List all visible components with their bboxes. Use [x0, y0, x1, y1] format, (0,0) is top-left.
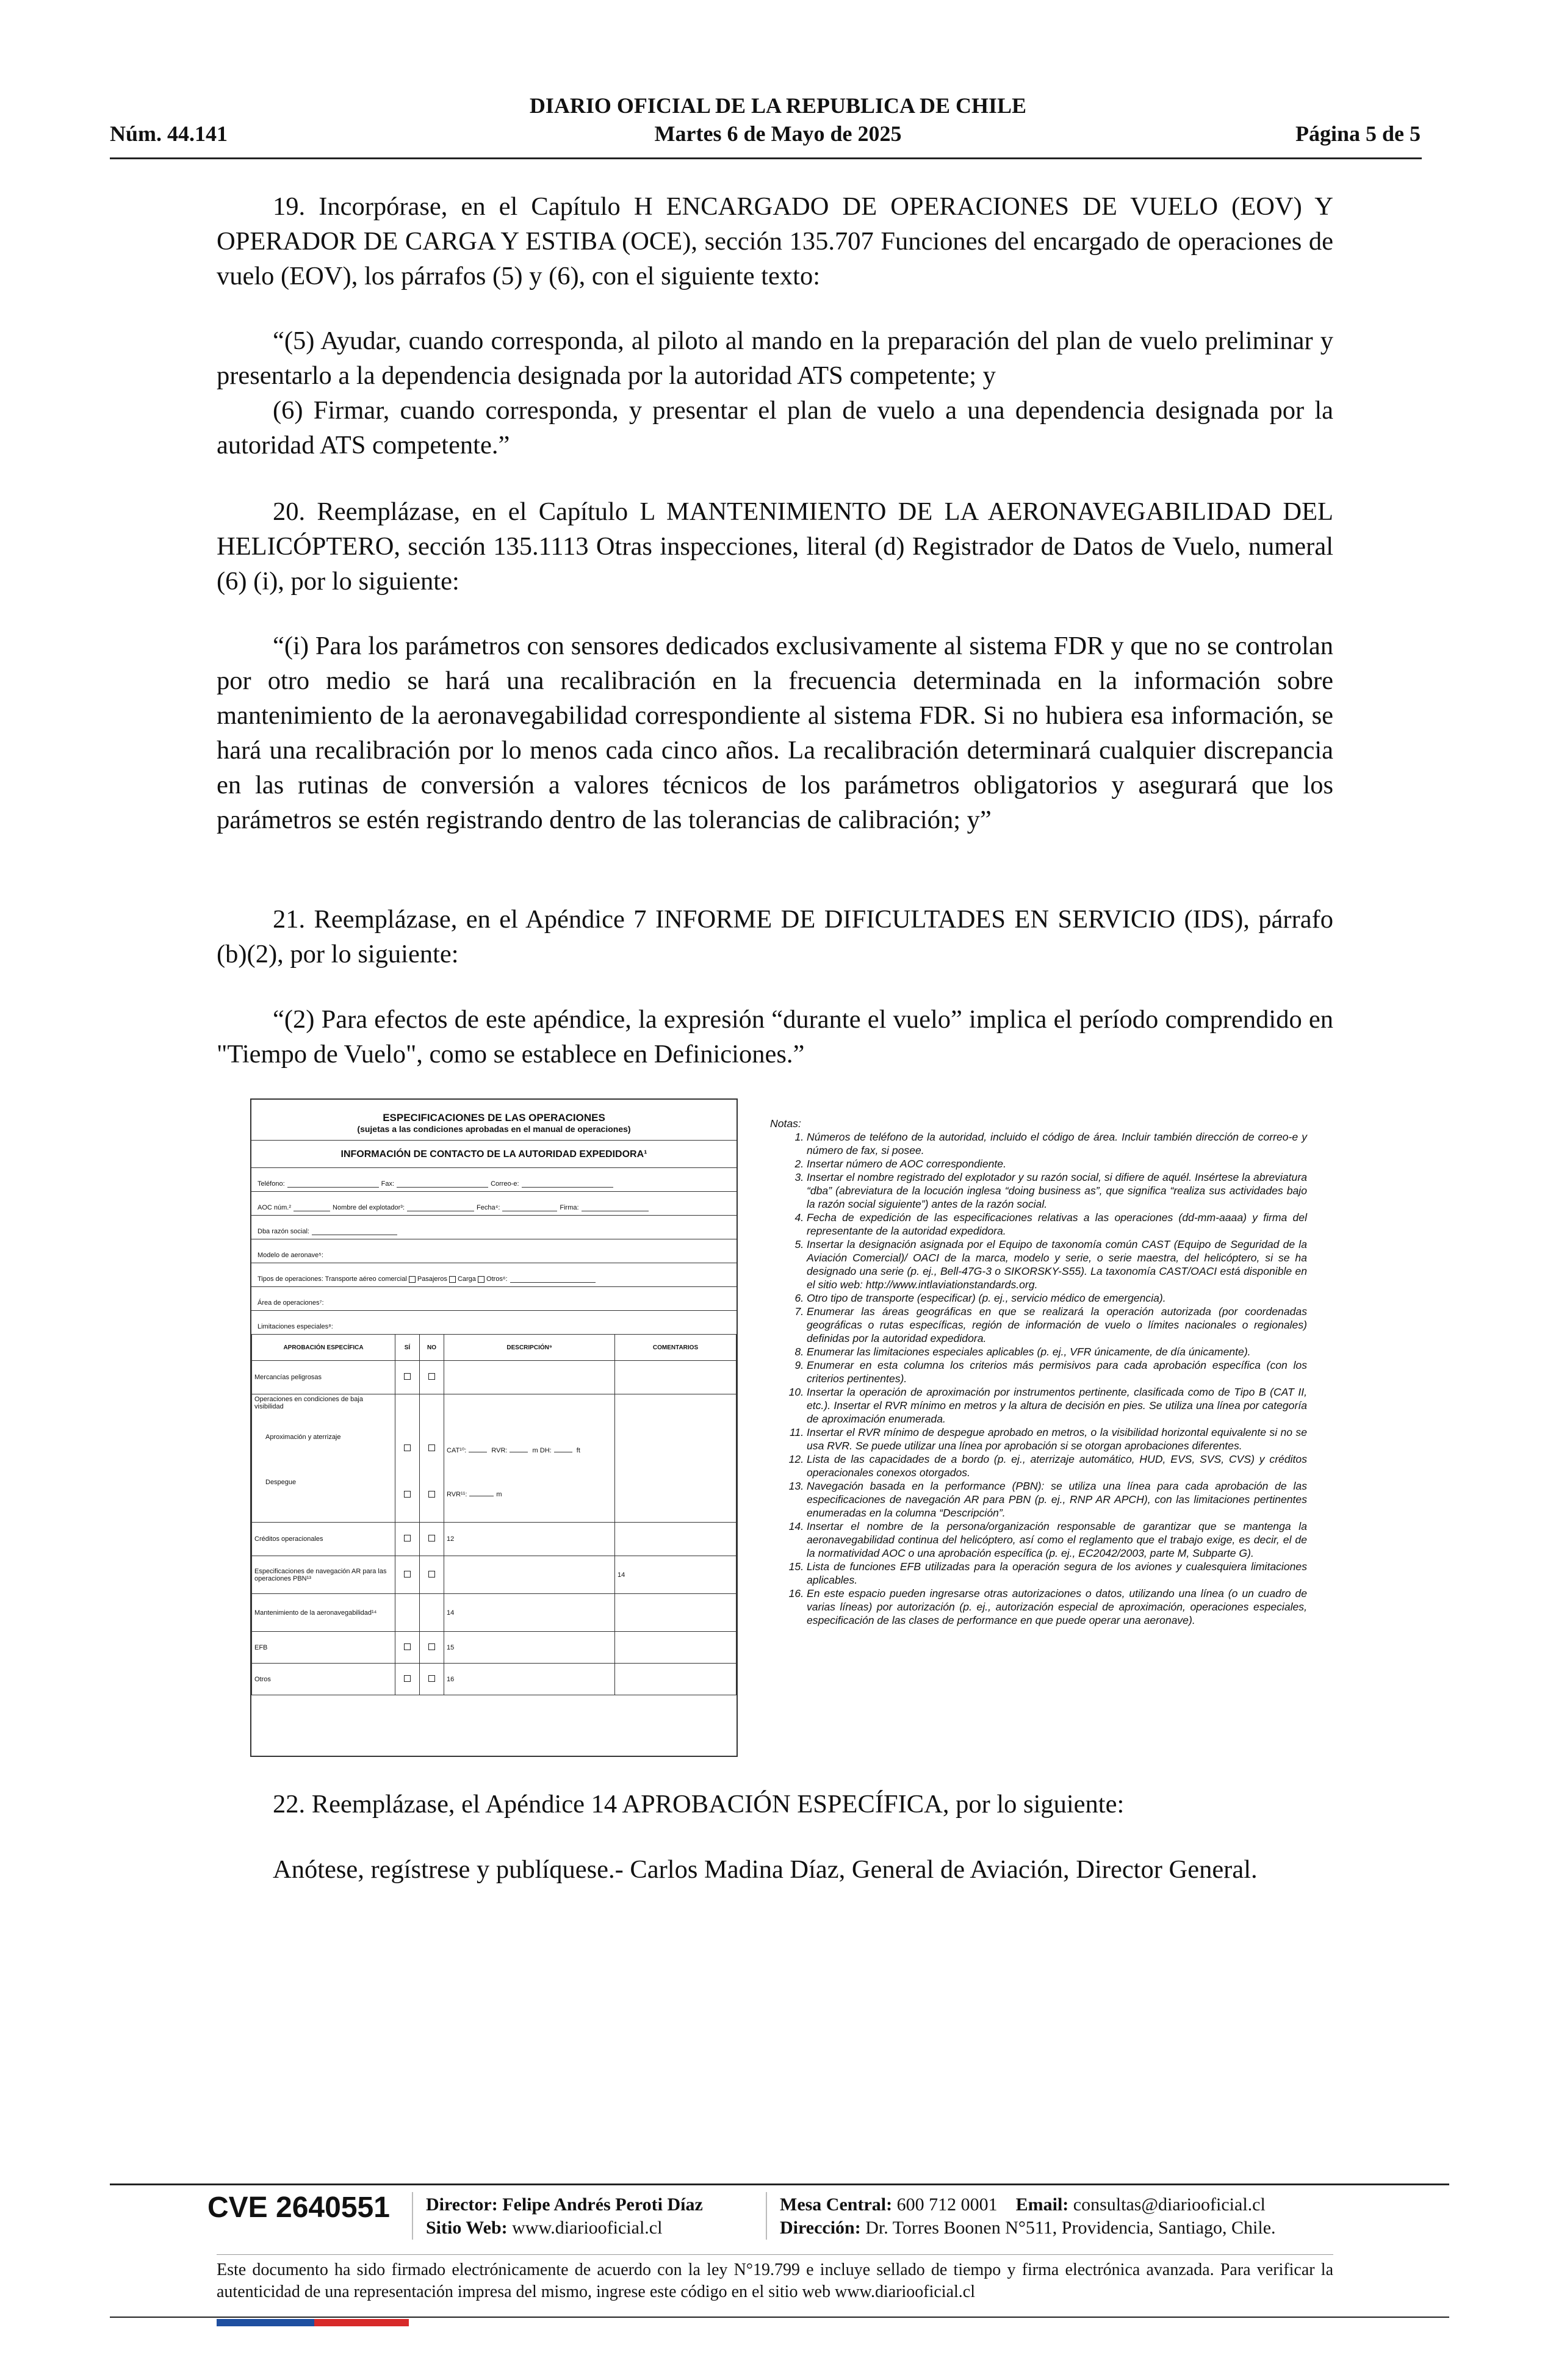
mesa-label: Mesa Central:: [780, 2194, 893, 2215]
cell-note-12: 12: [444, 1523, 615, 1556]
notes-heading: Notas:: [770, 1117, 801, 1130]
label-carga: Carga: [457, 1275, 476, 1283]
label-nombre-explotador: Nombre del explotador³:: [333, 1204, 405, 1211]
flag-stripe-blue: [217, 2319, 314, 2326]
note-item: 9. Enumerar en esta columna los criterios más permisivos para cada aprobación específica (con los criterios pertinentes).: [807, 1358, 1307, 1385]
checkbox-icon: [428, 1491, 435, 1498]
paragraph-20: 20. Reemplázase, en el Capítulo L MANTENIMIENTO DE LA AERONAVEGABILIDAD DEL HELICÓPTERO, sección 135.1113 Otras inspecciones, literal (d) Registrador de Datos de Vuelo, numeral (6) (i), por lo siguiente:: [217, 497, 1333, 596]
table-row: [252, 1594, 737, 1632]
label-modelo: Modelo de aeronave⁵:: [258, 1252, 323, 1259]
cell-note-16: 16: [444, 1664, 615, 1695]
table-header-row: [252, 1335, 737, 1361]
table-row: [252, 1361, 737, 1394]
table-row: [252, 1632, 737, 1664]
label-fax: Fax:: [381, 1180, 395, 1188]
note-item: 2. Insertar número de AOC correspondiente.: [807, 1157, 1307, 1170]
flag-stripe-red: [314, 2319, 409, 2326]
col-comentarios: COMENTARIOS: [615, 1335, 737, 1361]
checkbox-icon: [428, 1444, 435, 1451]
form-row-dba: [251, 1215, 737, 1239]
checkbox-icon: [404, 1643, 411, 1650]
checkbox-icon: [428, 1535, 435, 1542]
header-divider: [110, 157, 1422, 159]
checkbox-icon: [428, 1571, 435, 1578]
checkbox-icon: [449, 1276, 456, 1283]
note-item: 8. Enumerar las limitaciones especiales aplicables (p. ej., VFR únicamente, de día únicamente).: [807, 1345, 1307, 1358]
label-m: m: [496, 1491, 502, 1498]
note-item: 14. Insertar el nombre de la persona/organización responsable de garantizar que se mantenga la aeronavegabilidad continua del helicóptero, así como el reglamento que el trabajo exige, es decir, el de la normatividad AOC o una aprobación específica (p. ej., EC2042/2003, parte M, Subparte G).: [807, 1520, 1307, 1560]
operations-specifications-form: [250, 1098, 738, 1757]
checkbox-icon: [478, 1276, 484, 1283]
approvals-table: [251, 1334, 737, 1695]
email-address[interactable]: consultas@diariooficial.cl: [1073, 2194, 1266, 2215]
director-label: Director:: [426, 2194, 498, 2215]
note-item: 5. Insertar la designación asignada por el Equipo de taxonomía común CAST (Equipo de Seguridad de la Aviación Comercial)/ OACI de la marca, modelo y serie, o serie maestra, del helicóptero, si se ha designado una serie (p. ej., Bell-47G-3 o SIKORSKY-S55). La taxonomía CAST/OACI está disponible en el sitio web: http://www.intlaviationstandards.org.: [807, 1238, 1307, 1291]
table-row: [252, 1394, 737, 1523]
label-firma: Firma:: [560, 1204, 579, 1211]
footer-separator: [766, 2192, 767, 2240]
form-row-aoc: [251, 1191, 737, 1215]
row-label-mantenimiento: Mantenimiento de la aeronavegabilidad¹⁴: [252, 1594, 395, 1632]
checkbox-icon: [428, 1373, 435, 1380]
address-label: Dirección:: [780, 2218, 861, 2238]
label-rvr: RVR:: [491, 1447, 508, 1454]
note-item: 10. Insertar la operación de aproximación por instrumentos pertinente, clasificada como de Tipo B (CAT II, etc.). Insertar el RVR mínimo en metros y la altura de decisión en pies. Se utiliza una línea por categoría de aproximación enumerada.: [807, 1385, 1307, 1426]
note-item: 15. Lista de funciones EFB utilizadas para la operación segura de los aviones y cualesquiera limitaciones aplicables.: [807, 1560, 1307, 1587]
cell-note-15: 15: [444, 1632, 615, 1664]
web-url[interactable]: www.diariooficial.cl: [512, 2218, 663, 2238]
label-fecha: Fecha⁴:: [477, 1204, 500, 1211]
footer-divider-thin: [217, 2254, 1333, 2255]
note-item: 7. Enumerar las áreas geográficas en que se realizará la operación autorizada (por coordenadas geográficas o rutas específicas, región de información de vuelo o límites nacionales o regionales) definidas por la autoridad expedidora.: [807, 1305, 1307, 1345]
quote-6: (6) Firmar, cuando corresponda, y presentar el plan de vuelo a una dependencia designada por la autoridad ATS competente.”: [217, 396, 1333, 460]
table-row: [252, 1664, 737, 1695]
footer-separator: [412, 2192, 413, 2240]
issue-number: Núm. 44.141: [110, 121, 228, 146]
quote-5-6: [217, 323, 1333, 463]
cell-note-14b: 14: [444, 1594, 615, 1632]
checkbox-icon: [404, 1535, 411, 1542]
director-name: Felipe Andrés Peroti Díaz: [502, 2194, 703, 2215]
issue-date: Martes 6 de Mayo de 2025: [654, 121, 902, 146]
label-limitaciones: Limitaciones especiales⁸:: [258, 1323, 333, 1330]
legal-notice: Este documento ha sido firmado electrónicamente de acuerdo con la ley N°19.799 e incluye sellado de tiempo y firma electrónica avanzada. Para verificar la autenticidad de una representación impresa del mismo, ingrese este código en el sitio web www.diariooficial.cl: [217, 2260, 1333, 2301]
paragraph-22: 22. Reemplázase, el Apéndice 14 APROBACIÓN ESPECÍFICA, por lo siguiente:: [273, 1790, 1125, 1819]
quote-5: “(5) Ayudar, cuando corresponda, al piloto al mando en la preparación del plan de vuelo preliminar y presentarlo a la dependencia designada por la autoridad ATS competente; y: [217, 326, 1333, 390]
newspaper-title: DIARIO OFICIAL DE LA REPUBLICA DE CHILE: [529, 93, 1027, 118]
notes-list: [770, 1130, 1307, 1627]
form-contact-title: INFORMACIÓN DE CONTACTO DE LA AUTORIDAD EXPEDIDORA¹: [340, 1149, 647, 1159]
label-otros-tipo: Otros⁶:: [486, 1275, 508, 1283]
col-descripcion: DESCRIPCIÓN⁹: [444, 1335, 615, 1361]
quote-2: “(2) Para efectos de este apéndice, la expresión “durante el vuelo” implica el período comprendido en "Tiempo de Vuelo", como se establece en Definiciones.”: [217, 1005, 1333, 1069]
note-item: 13. Navegación basada en la performance (PBN): se utiliza una línea para cada aprobación de las especificaciones de navegación AR para PBN (p. ej., RNP AR APCH), con las limitaciones pertinentes enumeradas en la columna “Descripción”.: [807, 1479, 1307, 1520]
footer-contact: [780, 2193, 1276, 2240]
form-row-area: [251, 1286, 737, 1310]
quote-i: “(i) Para los parámetros con sensores dedicados exclusivamente al sistema FDR y que no se controlan por otro medio se hará una recalibración en la frecuencia determinada en la información sobre mantenimiento de la aeronavegabilidad correspondiente al sistema FDR. Si no hubiera esa información, se hará una recalibración por lo menos cada cinco años. La recalibración determinará cualquier discrepancia en las rutinas de conversión a valores técnicos de los parámetros obligatorios y asegurará que los parámetros se estén registrando dentro de las tolerancias de calibración; y”: [217, 632, 1333, 834]
label-correo: Correo-e:: [491, 1180, 519, 1188]
table-row: [252, 1523, 737, 1556]
note-item: 1. Números de teléfono de la autoridad, incluido el código de área. Incluir también dirección de correo-e y número de fax, si posee.: [807, 1130, 1307, 1157]
cve-code: CVE 2640551: [207, 2191, 390, 2224]
row-label-despegue: Despegue: [265, 1479, 297, 1486]
label-m-dh: m DH:: [532, 1447, 552, 1454]
col-si: SÍ: [395, 1335, 420, 1361]
label-dba: Dba razón social:: [258, 1228, 309, 1235]
mesa-phone: 600 712 0001: [896, 2194, 998, 2215]
footer-bottom-rule: [110, 2317, 1449, 2318]
footer-director: [426, 2193, 703, 2240]
col-no: NO: [420, 1335, 444, 1361]
email-label: Email:: [1015, 2194, 1069, 2215]
page-number: Página 5 de 5: [1295, 121, 1421, 146]
form-row-tipos: [251, 1263, 737, 1286]
row-label-creditos: Créditos operacionales: [252, 1523, 395, 1556]
form-row-limitaciones: [251, 1310, 737, 1334]
row-label-aproximacion: Aproximación y aterrizaje: [265, 1433, 341, 1441]
row-label-baja-visibilidad: Operaciones en condiciones de baja visibilidad: [254, 1396, 363, 1410]
checkbox-icon: [404, 1444, 411, 1451]
footer-divider: [110, 2183, 1449, 2185]
label-cat: CAT¹⁰:: [447, 1447, 467, 1454]
note-item: 11. Insertar el RVR mínimo de despegue aprobado en metros, o la visibilidad horizontal equivalente si no se usa RVR. Se puede utilizar una línea por aprobación si se otorgan aprobaciones diferentes.: [807, 1426, 1307, 1452]
form-notes: [770, 1117, 1307, 1627]
row-label-otros: Otros: [252, 1664, 395, 1695]
label-rvr11: RVR¹¹:: [447, 1491, 467, 1498]
form-title: ESPECIFICACIONES DE LAS OPERACIONES: [383, 1112, 605, 1123]
checkbox-icon: [428, 1643, 435, 1650]
label-area: Área de operaciones⁷:: [258, 1299, 324, 1307]
paragraph-19: 19. Incorpórase, en el Capítulo H ENCARGADO DE OPERACIONES DE VUELO (EOV) Y OPERADOR DE CARGA Y ESTIBA (OCE), sección 135.707 Funciones del encargado de operaciones de vuelo (EOV), los párrafos (5) y (6), con el siguiente texto:: [217, 192, 1333, 290]
checkbox-icon: [404, 1373, 411, 1380]
label-ft: ft: [576, 1447, 580, 1454]
checkbox-icon: [404, 1571, 411, 1578]
checkbox-icon: [404, 1675, 411, 1682]
checkbox-icon: [404, 1491, 411, 1498]
note-item: 4. Fecha de expedición de las especificaciones relativas a las operaciones (dd-mm-aaaa) y firma del representante de la autoridad expedidora.: [807, 1211, 1307, 1238]
closing-paragraph: Anótese, regístrese y publíquese.- Carlos Madina Díaz, General de Aviación, Director General.: [273, 1855, 1258, 1884]
form-subtitle: (sujetas a las condiciones aprobadas en el manual de operaciones): [357, 1124, 631, 1134]
note-item: 6. Otro tipo de transporte (especificar) (p. ej., servicio médico de emergencia).: [807, 1291, 1307, 1305]
paragraph-21: 21. Reemplázase, en el Apéndice 7 INFORME DE DIFICULTADES EN SERVICIO (IDS), párrafo (b)(2), por lo siguiente:: [217, 905, 1333, 968]
label-telefono: Teléfono:: [258, 1180, 285, 1188]
row-label-pbn: Especificaciones de navegación AR para las operaciones PBN¹³: [252, 1556, 395, 1594]
address-value: Dr. Torres Boonen N°511, Providencia, Santiago, Chile.: [865, 2218, 1276, 2238]
label-pasajeros: Pasajeros: [417, 1275, 447, 1283]
web-label: Sitio Web:: [426, 2218, 508, 2238]
table-row: [252, 1556, 737, 1594]
checkbox-icon: [409, 1276, 416, 1283]
row-label-mercancias: Mercancías peligrosas: [252, 1361, 395, 1394]
cell-note-14: 14: [615, 1556, 737, 1594]
row-label-efb: EFB: [252, 1632, 395, 1664]
form-row-contact: [251, 1167, 737, 1191]
note-item: 16. En este espacio pueden ingresarse otras autorizaciones o datos, utilizando una línea (o un cuadro de varias líneas) por autorización (p. ej., autorización especial de aproximación, operaciones especiales, especificación de las clases de performance en que puede operar una aeronave).: [807, 1587, 1307, 1627]
form-row-modelo: [251, 1239, 737, 1263]
note-item: 3. Insertar el nombre registrado del explotador y su razón social, si difiere de aquél. Insértese la abreviatura “dba” (abreviatura de la locución inglesa “doing business as”, que significa “realiza sus actividades bajo la razón social siguiente”) antes de la razón social.: [807, 1170, 1307, 1211]
col-aprobacion: APROBACIÓN ESPECÍFICA: [252, 1335, 395, 1361]
label-aoc: AOC núm.²: [258, 1204, 292, 1211]
label-tipos: Tipos de operaciones: Transporte aéreo comercial: [258, 1275, 407, 1283]
checkbox-icon: [428, 1675, 435, 1682]
note-item: 12. Lista de las capacidades de a bordo (p. ej., aterrizaje automático, HUD, EVS, SVS, CVS) y créditos operacionales conexos otorgados.: [807, 1452, 1307, 1479]
